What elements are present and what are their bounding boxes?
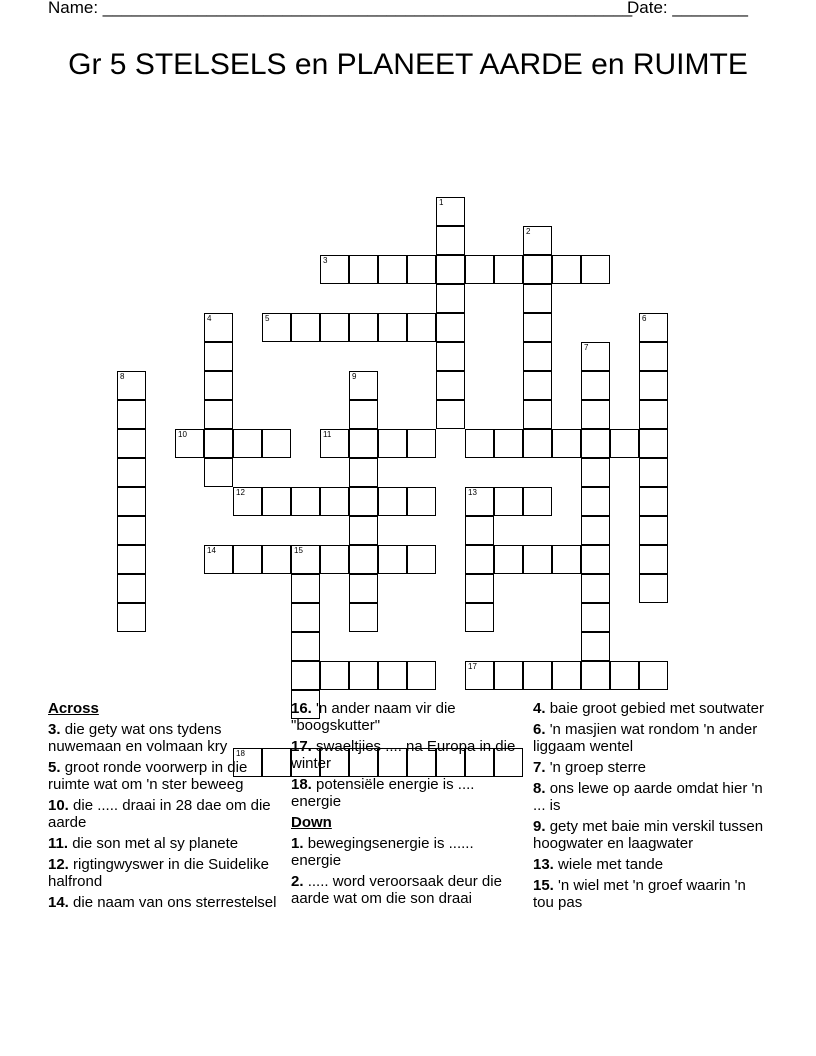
grid-cell[interactable] [581, 429, 610, 458]
grid-cell[interactable] [465, 661, 494, 690]
grid-cell[interactable] [639, 342, 668, 371]
grid-cell[interactable] [117, 458, 146, 487]
grid-cell[interactable] [349, 574, 378, 603]
grid-cell[interactable] [581, 458, 610, 487]
cell-number: 14 [207, 546, 216, 555]
grid-cell[interactable] [407, 255, 436, 284]
grid-cell[interactable] [581, 371, 610, 400]
grid-cell[interactable] [349, 458, 378, 487]
grid-cell[interactable] [639, 313, 668, 342]
grid-cell[interactable] [204, 545, 233, 574]
cell-number: 2 [526, 227, 531, 236]
grid-cell[interactable] [523, 255, 552, 284]
grid-cell[interactable] [349, 313, 378, 342]
grid-cell[interactable] [639, 574, 668, 603]
grid-cell[interactable] [581, 516, 610, 545]
clue-across-3: 3. die gety wat ons tydens nuwemaan en volmaan kry [48, 721, 228, 755]
grid-cell[interactable] [291, 545, 320, 574]
grid-cell[interactable] [175, 429, 204, 458]
grid-cell[interactable] [581, 545, 610, 574]
cell-number: 9 [352, 372, 357, 381]
grid-cell[interactable] [436, 371, 465, 400]
cell-number: 12 [236, 488, 245, 497]
grid-cell[interactable] [378, 313, 407, 342]
grid-cell[interactable] [610, 661, 639, 690]
clue-down-1: 1. bewegingsenergie is ...... energie [291, 835, 474, 869]
grid-cell[interactable] [436, 226, 465, 255]
grid-cell[interactable] [233, 487, 262, 516]
grid-cell[interactable] [523, 226, 552, 255]
grid-cell[interactable] [465, 255, 494, 284]
grid-cell[interactable] [407, 661, 436, 690]
grid-cell[interactable] [117, 516, 146, 545]
grid-cell[interactable] [436, 400, 465, 429]
clue-down-2: 2. ..... word veroorsaak deur die aarde wat om die son draai [291, 873, 502, 907]
grid-cell[interactable] [117, 487, 146, 516]
cell-number: 4 [207, 314, 212, 323]
grid-cell[interactable] [378, 545, 407, 574]
grid-cell[interactable] [291, 574, 320, 603]
clue-down-8: 8. ons lewe op aarde omdat hier 'n ... is [533, 780, 763, 814]
clue-across-11: 11. die son met al sy planete [48, 835, 239, 852]
grid-cell[interactable] [117, 603, 146, 632]
grid-cell[interactable] [581, 342, 610, 371]
clue-down-4: 4. baie groot gebied met soutwater [533, 700, 764, 717]
down-heading: Down [291, 814, 332, 831]
grid-cell[interactable] [552, 545, 581, 574]
grid-cell[interactable] [523, 284, 552, 313]
grid-cell[interactable] [581, 400, 610, 429]
grid-cell[interactable] [233, 545, 262, 574]
grid-cell[interactable] [465, 429, 494, 458]
grid-cell[interactable] [436, 342, 465, 371]
grid-cell[interactable] [465, 487, 494, 516]
grid-cell[interactable] [117, 545, 146, 574]
grid-cell[interactable] [204, 458, 233, 487]
clues-column-2 [291, 700, 527, 911]
grid-cell[interactable] [204, 400, 233, 429]
grid-cell[interactable] [204, 429, 233, 458]
grid-cell[interactable] [523, 342, 552, 371]
grid-cell[interactable] [320, 545, 349, 574]
grid-cell[interactable] [436, 197, 465, 226]
grid-cell[interactable] [291, 313, 320, 342]
grid-cell[interactable] [117, 400, 146, 429]
grid-cell[interactable] [291, 661, 320, 690]
grid-cell[interactable] [552, 661, 581, 690]
clue-down-6: 6. 'n masjien wat rondom 'n ander liggaam wentel [533, 721, 758, 755]
grid-cell[interactable] [262, 429, 291, 458]
grid-cell[interactable] [639, 429, 668, 458]
grid-cell[interactable] [639, 487, 668, 516]
grid-cell[interactable] [639, 516, 668, 545]
clue-down-7: 7. 'n groep sterre [533, 759, 646, 776]
grid-cell[interactable] [349, 516, 378, 545]
grid-cell[interactable] [494, 487, 523, 516]
grid-cell[interactable] [320, 313, 349, 342]
grid-cell[interactable] [639, 545, 668, 574]
cell-number: 17 [468, 662, 477, 671]
grid-cell[interactable] [494, 545, 523, 574]
grid-cell[interactable] [581, 574, 610, 603]
grid-cell[interactable] [320, 661, 349, 690]
grid-cell[interactable] [523, 487, 552, 516]
grid-cell[interactable] [465, 516, 494, 545]
grid-cell[interactable] [581, 603, 610, 632]
clue-down-9: 9. gety met baie min verskil tussen hoogwater en laagwater [533, 818, 764, 852]
grid-cell[interactable] [204, 313, 233, 342]
grid-cell[interactable] [117, 371, 146, 400]
cell-number: 11 [323, 430, 332, 439]
grid-cell[interactable] [581, 255, 610, 284]
cell-number: 6 [642, 314, 647, 323]
grid-cell[interactable] [581, 632, 610, 661]
grid-cell[interactable] [494, 661, 523, 690]
grid-cell[interactable] [639, 400, 668, 429]
clue-across-17: 17. swaeltjies .... na Europa in die winter [291, 738, 516, 772]
grid-cell[interactable] [262, 313, 291, 342]
clue-across-12: 12. rigtingwyswer in die Suidelike halfrond [48, 856, 269, 890]
grid-cell[interactable] [610, 429, 639, 458]
grid-cell[interactable] [407, 313, 436, 342]
clue-across-5: 5. groot ronde voorwerp in die ruimte wat om 'n ster beweeg [48, 759, 248, 793]
grid-cell[interactable] [407, 429, 436, 458]
grid-cell[interactable] [117, 429, 146, 458]
clue-down-13: 13. wiele met tande [533, 856, 664, 873]
clue-across-18: 18. potensiële energie is .... energie [291, 776, 475, 810]
grid-cell[interactable] [117, 574, 146, 603]
grid-cell[interactable] [465, 574, 494, 603]
grid-cell[interactable] [262, 487, 291, 516]
grid-cell[interactable] [465, 603, 494, 632]
grid-cell[interactable] [204, 342, 233, 371]
cell-number: 5 [265, 314, 270, 323]
grid-cell[interactable] [349, 487, 378, 516]
grid-cell[interactable] [378, 487, 407, 516]
grid-cell[interactable] [233, 429, 262, 458]
grid-cell[interactable] [581, 487, 610, 516]
grid-cell[interactable] [436, 255, 465, 284]
grid-cell[interactable] [349, 661, 378, 690]
grid-cell[interactable] [436, 284, 465, 313]
grid-cell[interactable] [523, 371, 552, 400]
grid-cell[interactable] [378, 661, 407, 690]
clue-across-14: 14. die naam van ons sterrestelsel [48, 894, 277, 911]
grid-cell[interactable] [349, 545, 378, 574]
grid-cell[interactable] [552, 429, 581, 458]
grid-cell[interactable] [349, 400, 378, 429]
grid-cell[interactable] [349, 255, 378, 284]
grid-cell[interactable] [378, 255, 407, 284]
across-heading: Across [48, 700, 99, 717]
grid-cell[interactable] [639, 371, 668, 400]
grid-cell[interactable] [639, 661, 668, 690]
cell-number: 3 [323, 256, 328, 265]
grid-cell[interactable] [494, 255, 523, 284]
grid-cell[interactable] [262, 545, 291, 574]
cell-number: 7 [584, 343, 589, 352]
grid-cell[interactable] [552, 255, 581, 284]
cell-number: 15 [294, 546, 303, 555]
grid-cell[interactable] [436, 313, 465, 342]
grid-cell[interactable] [320, 487, 349, 516]
grid-cell[interactable] [523, 313, 552, 342]
grid-cell[interactable] [320, 255, 349, 284]
grid-cell[interactable] [320, 429, 349, 458]
grid-cell[interactable] [349, 603, 378, 632]
grid-cell[interactable] [349, 371, 378, 400]
grid-cell[interactable] [291, 603, 320, 632]
grid-cell[interactable] [349, 429, 378, 458]
cell-number: 18 [236, 749, 245, 758]
grid-cell[interactable] [639, 458, 668, 487]
clue-across-16: 16. 'n ander naam vir die "boogskutter" [291, 700, 456, 734]
grid-cell[interactable] [523, 400, 552, 429]
clues-column-3 [533, 700, 768, 915]
grid-cell[interactable] [407, 545, 436, 574]
grid-cell[interactable] [407, 487, 436, 516]
cell-number: 1 [439, 198, 444, 207]
grid-cell[interactable] [581, 661, 610, 690]
cell-number: 10 [178, 430, 187, 439]
grid-cell[interactable] [204, 371, 233, 400]
name-field-label: Name: ________________________________________________________ [48, 0, 633, 17]
grid-cell[interactable] [378, 429, 407, 458]
grid-cell[interactable] [465, 545, 494, 574]
clue-down-15: 15. 'n wiel met 'n groef waarin 'n tou pas [533, 877, 746, 911]
date-field-label: Date: ________ [627, 0, 748, 17]
grid-cell[interactable] [494, 429, 523, 458]
grid-cell[interactable] [523, 429, 552, 458]
page-title: Gr 5 STELSELS en PLANEET AARDE en RUIMTE [68, 48, 748, 81]
clues-column-1 [48, 700, 278, 915]
cell-number: 13 [468, 488, 477, 497]
clue-across-10: 10. die ..... draai in 28 dae om die aarde [48, 797, 271, 831]
grid-cell[interactable] [523, 661, 552, 690]
grid-cell[interactable] [523, 545, 552, 574]
grid-cell[interactable] [291, 487, 320, 516]
cell-number: 8 [120, 372, 125, 381]
grid-cell[interactable] [291, 632, 320, 661]
